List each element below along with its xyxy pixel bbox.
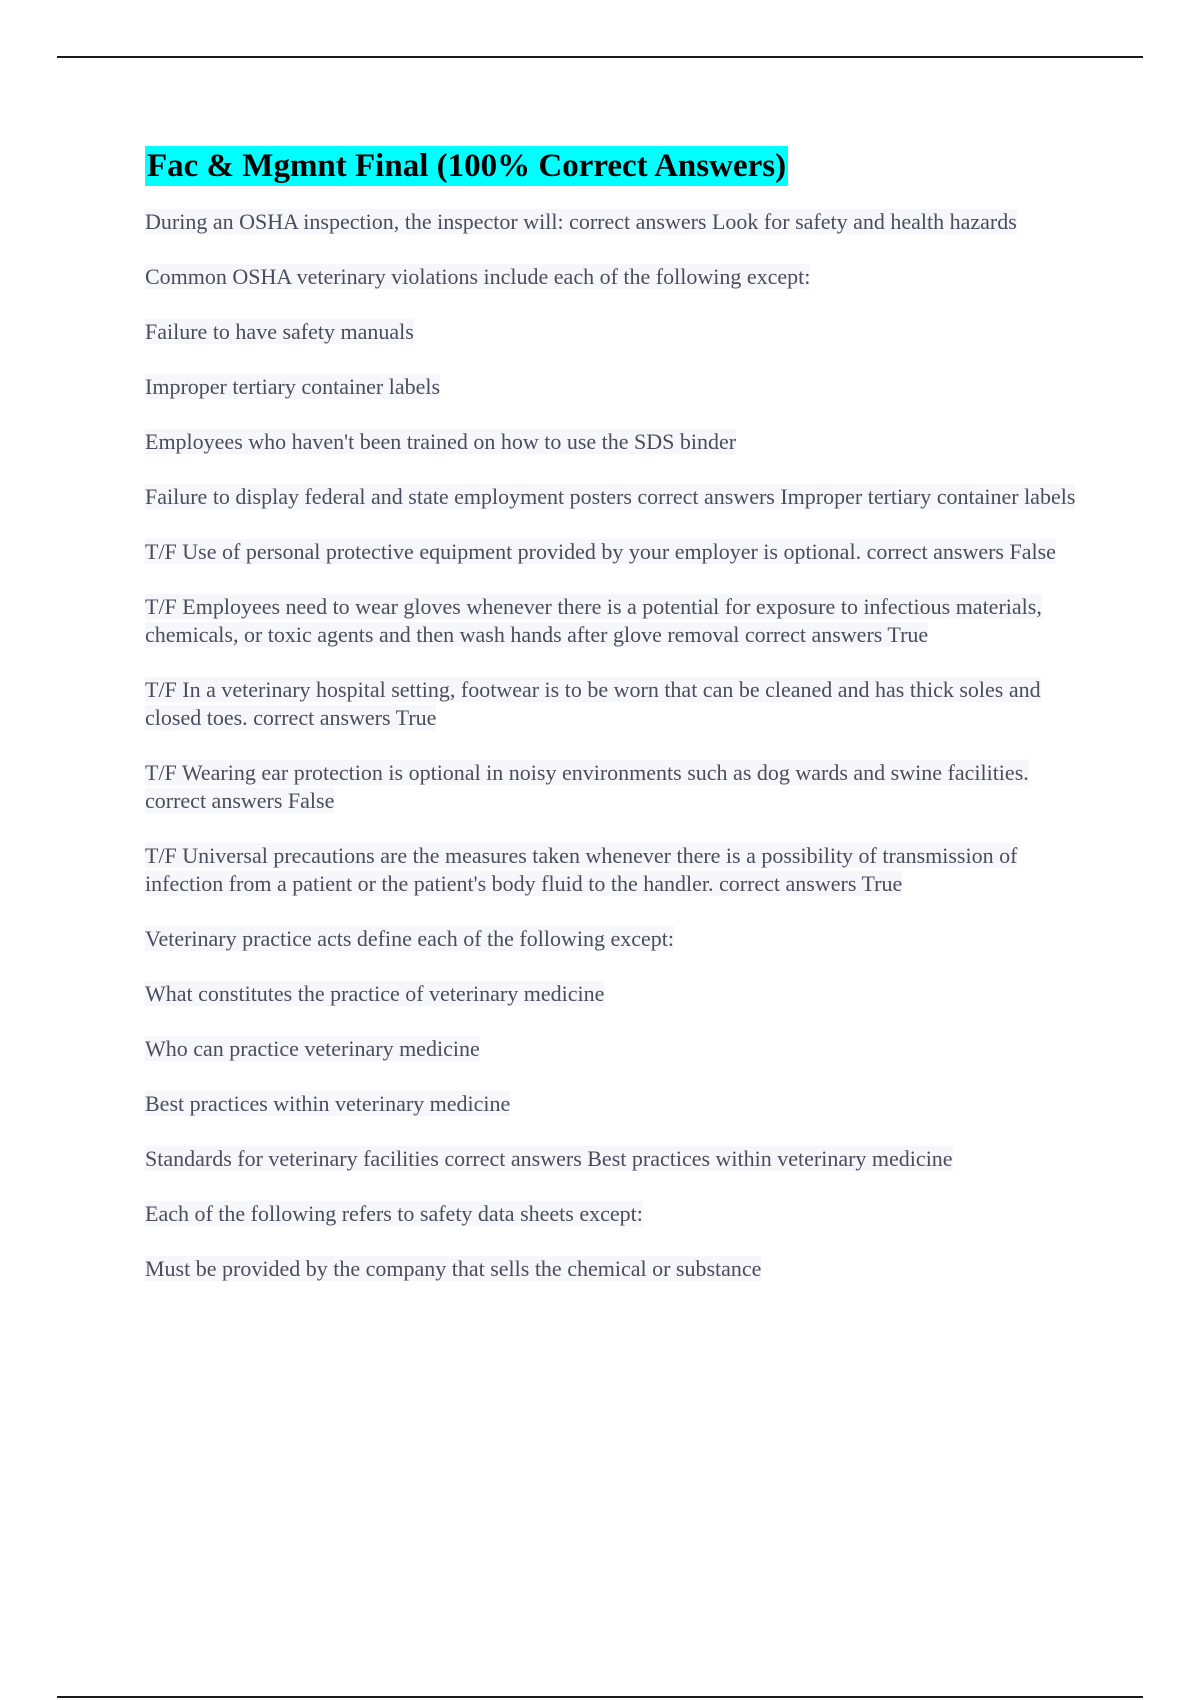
answer-option: [145, 318, 1080, 346]
question-paragraph: [145, 759, 1080, 815]
paragraph-text: T/F Wearing ear protection is optional in noisy environments such as dog wards and swine facilities. correct answers False: [145, 760, 1029, 813]
question-paragraph: [145, 925, 1080, 953]
question-paragraph: [145, 593, 1080, 649]
answer-option: [145, 1145, 1080, 1173]
answer-option: [145, 1090, 1080, 1118]
answer-option: [145, 1255, 1080, 1283]
paragraph-text: T/F In a veterinary hospital setting, footwear is to be worn that can be cleaned and has thick soles and closed toes. correct answers True: [145, 677, 1041, 730]
paragraph-text: Must be provided by the company that sells the chemical or substance: [145, 1256, 762, 1281]
paragraph-text: Each of the following refers to safety data sheets except:: [145, 1201, 643, 1226]
paragraph-text: Veterinary practice acts define each of the following except:: [145, 926, 674, 951]
answer-option: [145, 483, 1080, 511]
question-paragraph: [145, 676, 1080, 732]
paragraph-text: T/F Use of personal protective equipment provided by your employer is optional. correct answers False: [145, 539, 1056, 564]
document-title: Fac & Mgmnt Final (100% Correct Answers): [147, 148, 787, 184]
paragraph-text: Employees who haven't been trained on how to use the SDS binder: [145, 429, 737, 454]
paragraph-text: Who can practice veterinary medicine: [145, 1036, 480, 1061]
question-paragraph: [145, 208, 1080, 236]
page-bottom-rule: [57, 1696, 1143, 1698]
answer-option: [145, 373, 1080, 401]
paragraph-text: Failure to display federal and state employment posters correct answers Improper tertiary container labels: [145, 484, 1076, 509]
paragraph-text: During an OSHA inspection, the inspector will: correct answers Look for safety and health hazards: [145, 209, 1017, 234]
answer-option: [145, 1035, 1080, 1063]
document-body: [145, 146, 1080, 1310]
paragraph-text: Improper tertiary container labels: [145, 374, 441, 399]
paragraph-text: Standards for veterinary facilities correct answers Best practices within veterinary medicine: [145, 1146, 953, 1171]
paragraph-text: Best practices within veterinary medicine: [145, 1091, 511, 1116]
answer-option: [145, 428, 1080, 456]
paragraph-text: T/F Employees need to wear gloves whenever there is a potential for exposure to infectious materials, chemicals, or toxic agents and then wash hands after glove removal correct answers True: [145, 594, 1042, 647]
paragraph-text: Failure to have safety manuals: [145, 319, 414, 344]
question-paragraph: [145, 842, 1080, 898]
question-paragraph: [145, 538, 1080, 566]
question-paragraph: [145, 1200, 1080, 1228]
paragraph-text: Common OSHA veterinary violations include each of the following except:: [145, 264, 811, 289]
paragraph-text: T/F Universal precautions are the measures taken whenever there is a possibility of transmission of infection from a patient or the patient's body fluid to the handler. correct answers True: [145, 843, 1018, 896]
paragraph-text: What constitutes the practice of veterinary medicine: [145, 981, 605, 1006]
page-top-rule: [57, 56, 1143, 58]
question-paragraph: [145, 263, 1080, 291]
answer-option: [145, 980, 1080, 1008]
